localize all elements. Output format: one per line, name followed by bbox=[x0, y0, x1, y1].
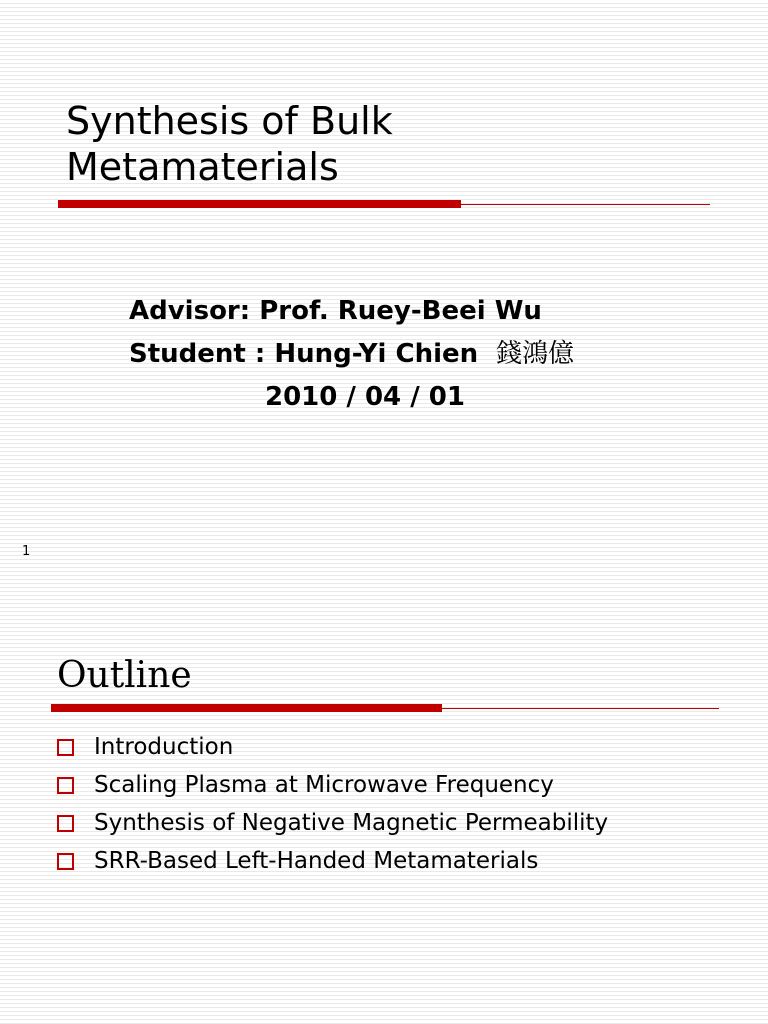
list-item bbox=[57, 842, 608, 880]
outline-underline bbox=[51, 708, 719, 709]
outline-title: Outline bbox=[57, 655, 192, 696]
student-line bbox=[129, 338, 574, 370]
title-underline-accent bbox=[58, 200, 461, 208]
student-text: Student : Hung-Yi Chien bbox=[129, 339, 479, 369]
title-underline bbox=[58, 204, 710, 205]
outline-list bbox=[57, 728, 608, 880]
list-item-text: Scaling Plasma at Microwave Frequency bbox=[94, 772, 554, 798]
slide-number: 1 bbox=[22, 544, 31, 559]
list-item bbox=[57, 728, 608, 766]
outline-slide bbox=[0, 600, 768, 1024]
advisor-text: Advisor: Prof. Ruey-Beei Wu bbox=[129, 296, 542, 326]
student-chinese-name: 錢鴻億 bbox=[496, 339, 575, 369]
hollow-square-bullet-icon bbox=[57, 777, 74, 794]
advisor-line bbox=[129, 295, 542, 327]
slide-title-line-1: Synthesis of Bulk bbox=[66, 99, 393, 143]
outline-underline-accent bbox=[51, 704, 442, 712]
slide-title bbox=[66, 98, 393, 190]
presentation-date: 2010 / 04 / 01 bbox=[265, 382, 465, 412]
slide-title-line-2: Metamaterials bbox=[66, 145, 339, 189]
hollow-square-bullet-icon bbox=[57, 853, 74, 870]
list-item-text: Synthesis of Negative Magnetic Permeability bbox=[94, 810, 609, 836]
list-item bbox=[57, 804, 608, 842]
hollow-square-bullet-icon bbox=[57, 815, 74, 832]
list-item bbox=[57, 766, 608, 804]
list-item-text: Introduction bbox=[94, 734, 234, 760]
hollow-square-bullet-icon bbox=[57, 739, 74, 756]
list-item-text: SRR-Based Left-Handed Metamaterials bbox=[94, 848, 539, 874]
